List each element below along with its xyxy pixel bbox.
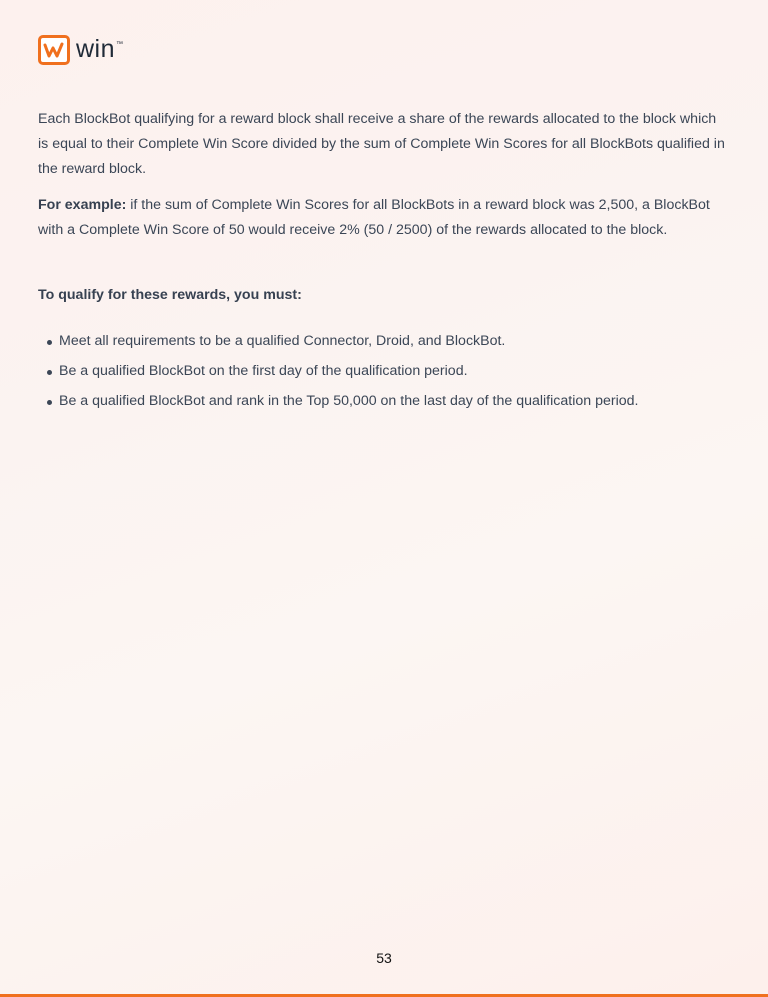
list-item bbox=[38, 389, 730, 419]
requirement-text: Meet all requirements to be a qualified Connector, Droid, and BlockBot. bbox=[59, 333, 506, 349]
page-number: 53 bbox=[376, 950, 392, 966]
qualification-heading: To qualify for these rewards, you must: bbox=[38, 287, 302, 303]
example-text: if the sum of Complete Win Scores for all BlockBots in a reward block was 2,500, a BlockBot with a Complete Win Score of 50 would receive 2% (50 / 2500) of the rewards allocated to the block. bbox=[38, 197, 710, 238]
list-item bbox=[38, 359, 730, 389]
brand-name-text: win bbox=[76, 34, 116, 63]
reward-share-paragraph: Each BlockBot qualifying for a reward block shall receive a share of the rewards allocated to the block which is equal to their Complete Win Score divided by the sum of Complete Win Scores for all BlockBots qualified in the reward block. bbox=[38, 111, 725, 177]
requirement-text: Be a qualified BlockBot on the first day of the qualification period. bbox=[59, 363, 468, 379]
example-paragraph bbox=[38, 193, 730, 243]
brand-logo bbox=[38, 34, 124, 66]
brand-trademark: ™ bbox=[116, 40, 124, 48]
win-logo-icon bbox=[38, 35, 70, 65]
document-body bbox=[38, 107, 730, 419]
requirements-list bbox=[38, 329, 730, 419]
brand-name bbox=[76, 35, 124, 64]
win-logo-glyph bbox=[43, 41, 65, 59]
bullet-icon bbox=[47, 370, 52, 375]
bullet-icon bbox=[47, 340, 52, 345]
list-item bbox=[38, 329, 730, 359]
example-label: For example: bbox=[38, 197, 127, 213]
requirement-text: Be a qualified BlockBot and rank in the Top 50,000 on the last day of the qualification period. bbox=[59, 393, 639, 409]
bullet-icon bbox=[47, 400, 52, 405]
